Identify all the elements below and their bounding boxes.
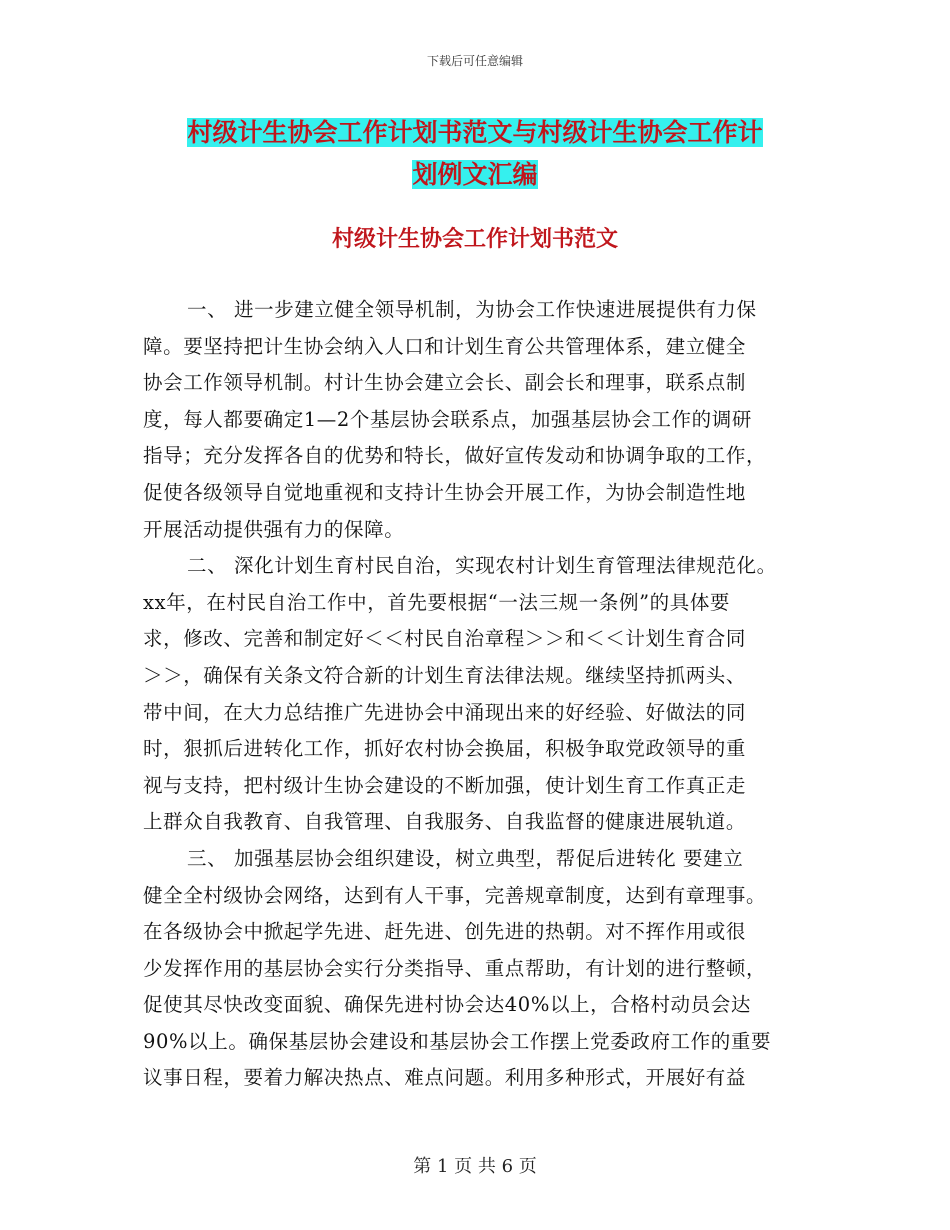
paragraph-2-line: 二、 深化计划生育村民自治，实现农村计划生育管理法律规范化。 bbox=[187, 554, 777, 578]
paragraph-1-line: 促使各级领导自觉地重视和支持计生协会开展工作，为协会制造性地 bbox=[143, 480, 747, 504]
document-title-line-2: 划例文汇编 bbox=[412, 160, 538, 189]
paragraph-1-line: 开展活动提供强有力的保障。 bbox=[143, 517, 405, 541]
paragraph-2-line: 上群众自我教育、自我管理、自我服务、自我监督的健康进展轨道。 bbox=[143, 810, 747, 834]
paragraph-2-line: 视与支持，把村级计生协会建设的不断加强，使计划生育工作真正走 bbox=[143, 773, 747, 797]
paragraph-3-line: 三、 加强基层协会组织建设，树立典型，帮促后进转化 要建立 bbox=[187, 846, 744, 870]
paragraph-2-line: 求，修改、完善和制定好＜＜村民自治章程＞＞和＜＜计划生育合同 bbox=[143, 627, 747, 651]
document-title-line-1: 村级计生协会工作计划书范文与村级计生协会工作计 bbox=[187, 118, 763, 147]
paragraph-1-line: 协会工作领导机制。村计生协会建立会长、副会长和理事，联系点制 bbox=[143, 371, 747, 395]
paragraph-3-line: 少发挥作用的基层协会实行分类指导、重点帮助，有计划的进行整顿， bbox=[143, 956, 767, 980]
header-note: 下载后可任意编辑 bbox=[426, 54, 523, 68]
document-title bbox=[150, 112, 800, 196]
body-text bbox=[143, 292, 808, 1097]
paragraph-2-line: xx年，在村民自治工作中，首先要根据“一法三规一条例”的具体要 bbox=[143, 590, 731, 614]
section-title: 村级计生协会工作计划书范文 bbox=[331, 227, 618, 252]
paragraph-1-line: 一、 进一步建立健全领导机制，为协会工作快速进展提供有力保 bbox=[187, 298, 757, 321]
paragraph-3-line: 促使其尽快改变面貌、确保先进村协会达40%以上，合格村动员会达 bbox=[143, 993, 751, 1017]
paragraph-2-line: 时，狠抓后进转化工作，抓好农村协会换届，积极争取党政领导的重 bbox=[143, 737, 747, 761]
paragraph-3-line: 健全全村级协会网络，达到有人干事，完善规章制度，达到有章理事。 bbox=[143, 883, 767, 907]
page-number: 第 1 页 共 6 页 bbox=[413, 1156, 537, 1177]
paragraph-1-line: 度，每人都要确定1—2个基层协会联系点，加强基层协会工作的调研 bbox=[143, 407, 752, 431]
paragraph-2-line: 带中间，在大力总结推广先进协会中涌现出来的好经验、好做法的同 bbox=[143, 700, 747, 724]
paragraph-3-line: 90%以上。确保基层协会建设和基层协会工作摆上党委政府工作的重要 bbox=[143, 1029, 772, 1053]
paragraph-3-line: 在各级协会中掀起学先进、赶先进、创先进的热朝。对不挥作用或很 bbox=[143, 920, 747, 944]
paragraph-3-line: 议事日程，要着力解决热点、难点问题。利用多种形式，开展好有益 bbox=[143, 1066, 747, 1090]
paragraph-1-line: 障。要坚持把计生协会纳入人口和计划生育公共管理体系，建立健全 bbox=[143, 334, 747, 358]
paragraph-1-line: 指导；充分发挥各自的优势和特长，做好宣传发动和协调争取的工作， bbox=[143, 444, 767, 468]
paragraph-2-line: ＞＞，确保有关条文符合新的计划生育法律法规。继续坚持抓两头、 bbox=[143, 663, 747, 687]
